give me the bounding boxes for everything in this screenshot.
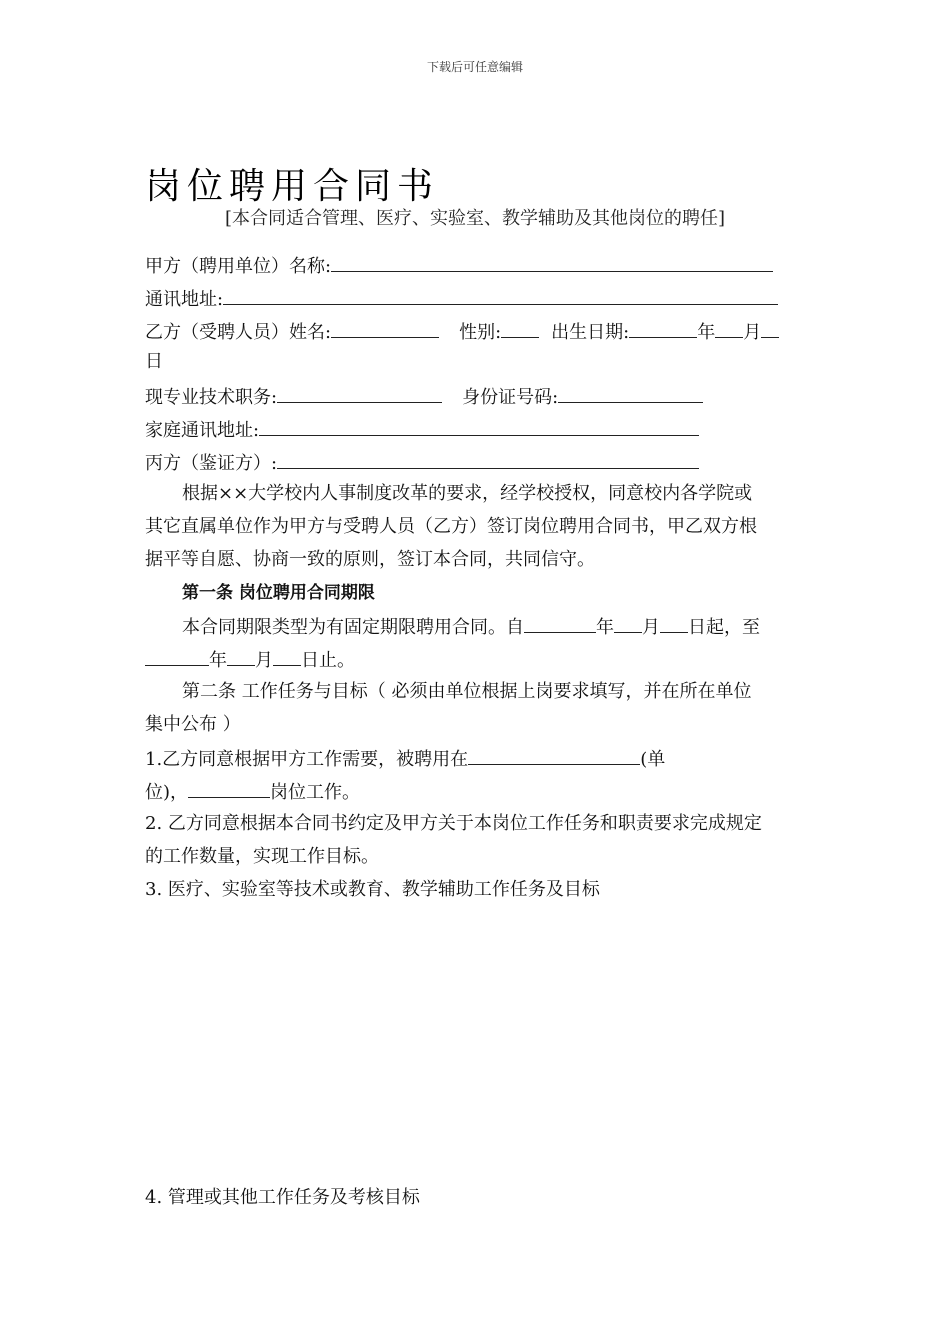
home-address-row [145,417,699,443]
article-2-item-1-text-a: 1.乙方同意根据甲方工作需要，被聘用在 [145,749,469,770]
party-a-name-label: 甲方（聘用单位）名称: [145,256,332,277]
article-2-item-2-line-1: 2. 乙方同意根据本合同书约定及甲方关于本岗位工作任务和职责要求完成规定 [145,813,762,834]
end-day-blank[interactable] [273,647,301,666]
intro-line-1: 根据××大学校内人事制度改革的要求，经学校授权，同意校内各学院或 [182,483,753,504]
address-label: 通讯地址: [145,289,224,310]
article-1-text-b: 日起，至 [688,617,760,638]
article-2-heading-line-1: 第二条 工作任务与目标（ 必须由单位根据上岗要求填写，并在所在单位 [182,681,752,702]
document-title: 岗位聘用合同书 [145,166,440,207]
start-year-unit: 年 [596,617,614,638]
gender-label: 性别: [459,322,502,343]
end-year-blank[interactable] [145,647,209,666]
home-address-blank[interactable] [259,417,699,436]
end-month-unit: 月 [255,650,273,671]
end-year-unit: 年 [209,650,227,671]
article-2-item-1-line-1 [145,746,665,772]
id-number-blank[interactable] [558,384,703,403]
party-b-name-label: 乙方（受聘人员）姓名: [145,322,332,343]
start-month-blank[interactable] [614,614,642,633]
birth-month-unit: 月 [743,322,762,343]
employer-unit-blank[interactable] [468,746,640,765]
start-month-unit: 月 [642,617,660,638]
intro-line-2: 其它直属单位作为甲方与受聘人员（乙方）签订岗位聘用合同书，甲乙双方根 [145,516,757,537]
article-2-item-1-text-b: (单 [640,749,666,770]
start-day-blank[interactable] [660,614,688,633]
party-c-blank[interactable] [277,450,699,469]
birth-day-blank[interactable] [761,319,779,338]
article-2-item-3: 3. 医疗、实验室等技术或教育、教学辅助工作任务及目标 [145,879,600,900]
address-row [145,286,778,312]
party-a-name-row [145,253,773,279]
professional-title-label: 现专业技术职务: [145,387,278,408]
article-1-heading: 第一条 岗位聘用合同期限 [182,583,375,603]
professional-title-blank[interactable] [277,384,442,403]
article-1-text-c: 日止。 [301,650,355,671]
birth-year-blank[interactable] [629,319,697,338]
id-number-label: 身份证号码: [462,387,559,408]
gender-blank[interactable] [501,319,539,338]
article-1-term-line-1 [182,614,760,640]
article-2-item-2-line-2: 的工作数量，实现工作目标。 [145,846,379,867]
title-id-row [145,384,703,410]
page-header-note: 下载后可任意编辑 [426,60,523,74]
party-c-label: 丙方（鉴证方）: [145,453,278,474]
document-subtitle: [本合同适合管理、医疗、实验室、教学辅助及其他岗位的聘任] [224,208,726,229]
party-a-name-blank[interactable] [331,253,773,272]
party-b-name-blank[interactable] [331,319,439,338]
post-name-blank[interactable] [188,779,270,798]
article-1-term-line-2 [145,647,355,673]
address-blank[interactable] [223,286,778,305]
party-b-row [145,319,779,345]
birth-month-blank[interactable] [715,319,743,338]
article-2-item-1-line-2 [145,779,360,805]
article-1-text-a: 本合同期限类型为有固定期限聘用合同。自 [182,617,524,638]
article-2-heading-line-2: 集中公布 ） [145,714,241,735]
intro-line-3: 据平等自愿、协商一致的原则，签订本合同，共同信守。 [145,549,595,570]
start-year-blank[interactable] [524,614,596,633]
article-2-item-4: 4. 管理或其他工作任务及考核目标 [145,1187,420,1208]
article-2-item-1-text-c: 位)， [145,782,189,803]
birth-day-unit: 日 [145,351,163,372]
birth-date-label: 出生日期: [551,322,630,343]
birth-year-unit: 年 [697,322,716,343]
party-b-row-wrap [145,350,163,374]
article-2-item-1-text-d: 岗位工作。 [270,782,361,803]
party-c-row [145,450,699,476]
home-address-label: 家庭通讯地址: [145,420,260,441]
end-month-blank[interactable] [227,647,255,666]
